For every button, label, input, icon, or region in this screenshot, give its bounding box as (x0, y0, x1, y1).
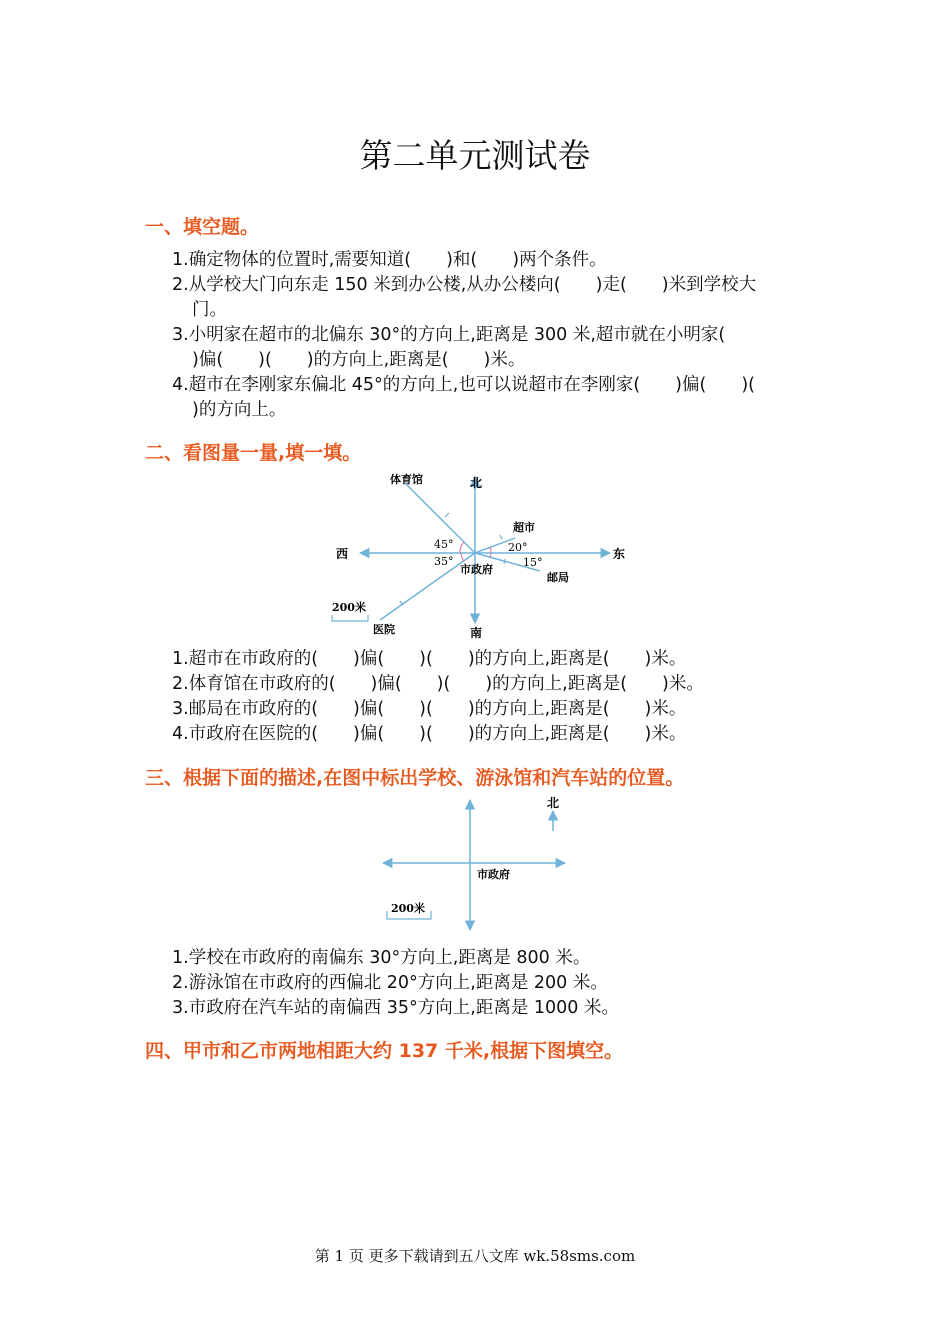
s2-question-2: 2.体育馆在市政府的( )偏( )( )的方向上,距离是( )米。 (172, 674, 704, 694)
section4-heading: 四、甲市和乙市两地相距大约 137 千米,根据下图填空。 (145, 1040, 624, 1062)
north-label-2: 北 (547, 796, 560, 810)
angle-15-label: 15° (523, 556, 543, 569)
s1-question-3a: 3.小明家在超市的北偏东 30°的方向上,距离是 300 米,超市就在小明家( (172, 325, 726, 345)
s3-question-3: 3.市政府在汽车站的南偏西 35°方向上,距离是 1000 米。 (172, 998, 620, 1018)
center-label-2: 市政府 (477, 868, 510, 881)
s2-question-4: 4.市政府在医院的( )偏( )( )的方向上,距离是( )米。 (172, 724, 687, 744)
hospital-label: 医院 (373, 623, 395, 636)
s3-question-2: 2.游泳馆在市政府的西偏北 20°方向上,距离是 200 米。 (172, 973, 608, 993)
east-label: 东 (613, 547, 626, 561)
page-footer: 第 1 页 更多下载请到五八文库 wk.58sms.com (314, 1247, 636, 1265)
center-label: 市政府 (460, 563, 493, 576)
section3-heading: 三、根据下面的描述,在图中标出学校、游泳馆和汽车站的位置。 (145, 767, 685, 789)
gym-label: 体育馆 (390, 473, 423, 486)
s2-question-1: 1.超市在市政府的( )偏( )( )的方向上,距离是( )米。 (172, 649, 687, 669)
section2-heading: 二、看图量一量,填一填。 (145, 442, 362, 464)
s1-question-4a: 4.超市在李刚家东偏北 45°的方向上,也可以说超市在李刚家( )偏( )( (172, 375, 755, 395)
s1-question-1: 1.确定物体的位置时,需要知道( )和( )两个条件。 (172, 250, 607, 270)
s1-question-3b: )偏( )( )的方向上,距离是( )米。 (192, 350, 526, 370)
south-label: 南 (470, 626, 483, 640)
angle-20-label: 20° (508, 541, 528, 554)
direction-diagram-2 (375, 795, 575, 935)
post-label: 邮局 (547, 571, 569, 584)
s3-question-1: 1.学校在市政府的南偏东 30°方向上,距离是 800 米。 (172, 948, 591, 968)
west-label: 西 (336, 547, 349, 561)
s1-question-2b: 门。 (192, 300, 227, 320)
scale-bar (332, 615, 368, 621)
direction-diagram-1 (320, 465, 640, 645)
section1-heading: 一、填空题。 (145, 216, 260, 238)
scale-label-2: 200米 (391, 902, 425, 915)
page-title: 第二单元测试卷 (359, 136, 591, 175)
market-label: 超市 (513, 521, 535, 534)
s1-question-2a: 2.从学校大门向东走 150 米到办公楼,从办公楼向( )走( )米到学校大 (172, 275, 757, 295)
s1-question-4b: )的方向上。 (192, 400, 287, 420)
scale-label: 200米 (332, 601, 366, 614)
s2-question-3: 3.邮局在市政府的( )偏( )( )的方向上,距离是( )米。 (172, 699, 687, 719)
angle-45-label: 45° (434, 538, 454, 551)
north-label: 北 (470, 476, 483, 490)
angle-35-label: 35° (434, 555, 454, 568)
